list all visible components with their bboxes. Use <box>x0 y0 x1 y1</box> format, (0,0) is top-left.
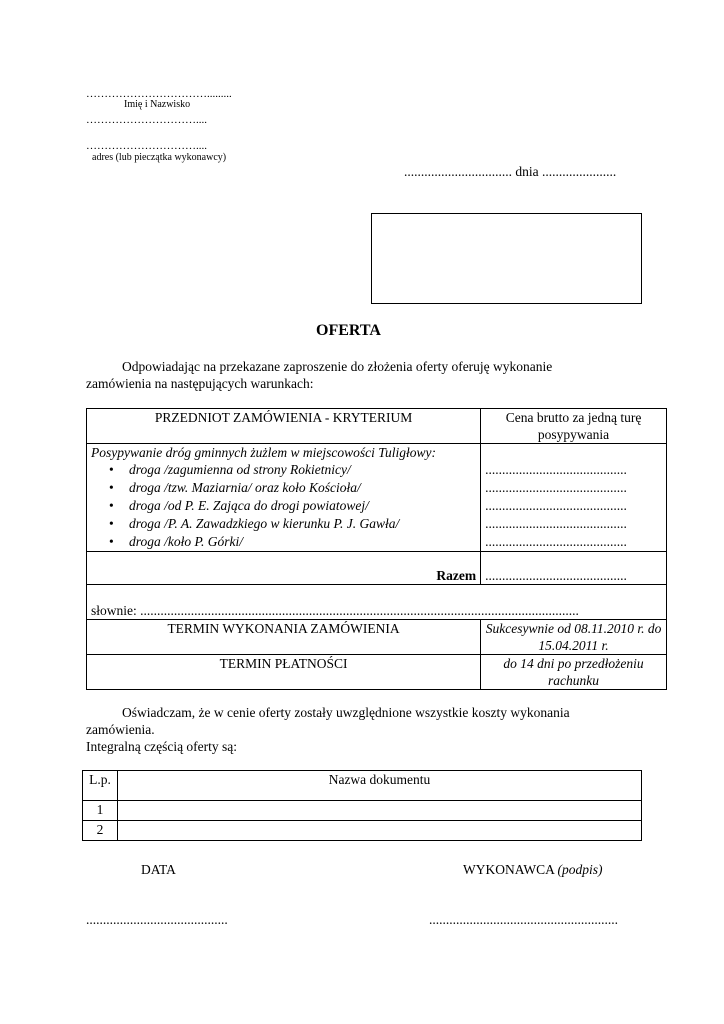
prices-cell <box>481 444 667 552</box>
offer-header-row <box>87 409 667 444</box>
words-row <box>87 585 667 620</box>
price-dots: .......................................... <box>485 516 627 531</box>
price-dots: .......................................... <box>485 498 627 513</box>
roads-list <box>91 461 476 551</box>
address-dots-line-1: ………………………….... <box>86 114 207 126</box>
price-dots: .......................................... <box>485 462 627 477</box>
payment-value: do 14 dni po przedłożeniu rachunku <box>481 655 667 690</box>
statement-line-2: zamówienia. <box>86 722 155 737</box>
statement-line-1: Oświadczam, że w cenie oferty zostały uwzględnione wszystkie koszty wykonania <box>122 705 570 720</box>
subject-header: PRZEDNIOT ZAMÓWIENIA - KRYTERIUM <box>87 409 481 444</box>
roads-cell <box>87 444 481 552</box>
name-label: Imię i Nazwisko <box>124 99 191 110</box>
total-label: Razem <box>87 552 481 585</box>
price-dots: .......................................... <box>485 480 627 495</box>
page-title: OFERTA <box>316 322 381 339</box>
road-item: • droga /tzw. Maziarnia/ oraz koło Kościoła/ <box>109 479 476 497</box>
payment-label: TERMIN PŁATNOŚCI <box>87 655 481 690</box>
price-dots: .......................................... <box>485 534 627 549</box>
documents-table <box>82 770 642 841</box>
contractor-label <box>463 862 603 878</box>
table-row <box>83 821 642 841</box>
road-item: • droga /koło P. Górki/ <box>109 533 476 551</box>
road-item: • droga /od P. E. Zająca do drogi powiatowej/ <box>109 497 476 515</box>
roads-lead: Posypywanie dróg gminnych żużlem w miejscowości Tuligłowy: <box>91 445 436 460</box>
name-dots-line: ……………………………......... <box>86 88 232 100</box>
signature-note: (podpis) <box>557 862 603 877</box>
date-label: DATA <box>141 862 176 877</box>
row-number: 2 <box>83 821 118 841</box>
term-label: TERMIN WYKONANIA ZAMÓWIENIA <box>87 620 481 655</box>
contractor-signature-dots: ........................................................ <box>429 912 618 927</box>
statement-line-3: Integralną częścią oferty są: <box>86 739 238 754</box>
place-date-line: ................................ dnia ...................... <box>404 164 617 179</box>
lp-header: L.p. <box>83 771 118 801</box>
amount-in-words: słownie: .................................................................................................................................. <box>87 585 667 620</box>
document-name-cell <box>118 801 642 821</box>
roads-row <box>87 444 667 552</box>
document-name-cell <box>118 821 642 841</box>
date-signature-dots: .......................................... <box>86 912 228 927</box>
term-row <box>87 620 667 655</box>
documents-header-row <box>83 771 642 801</box>
stamp-box <box>371 213 642 304</box>
address-label: adres (lub pieczątka wykonawcy) <box>92 152 227 163</box>
row-number: 1 <box>83 801 118 821</box>
intro-line-1: Odpowiadając na przekazane zaproszenie do złożenia oferty oferuję wykonanie <box>122 359 553 374</box>
term-value: Sukcesywnie od 08.11.2010 r. do 15.04.2011 r. <box>481 620 667 655</box>
contractor-text: WYKONAWCA <box>463 862 555 877</box>
total-row <box>87 552 667 585</box>
total-dots: .......................................... <box>481 552 667 585</box>
road-item: • droga /P. A. Zawadzkiego w kierunku P. J. Gawła/ <box>109 515 476 533</box>
price-header: Cena brutto za jedną turę posypywania <box>481 409 667 444</box>
payment-row <box>87 655 667 690</box>
offer-table <box>86 408 667 690</box>
document-name-header: Nazwa dokumentu <box>118 771 642 801</box>
intro-line-2: zamówienia na następujących warunkach: <box>86 376 314 391</box>
address-dots-line-2: ………………………….... <box>86 140 207 152</box>
table-row <box>83 801 642 821</box>
road-item: • droga /zagumienna od strony Rokietnicy/ <box>109 461 476 479</box>
